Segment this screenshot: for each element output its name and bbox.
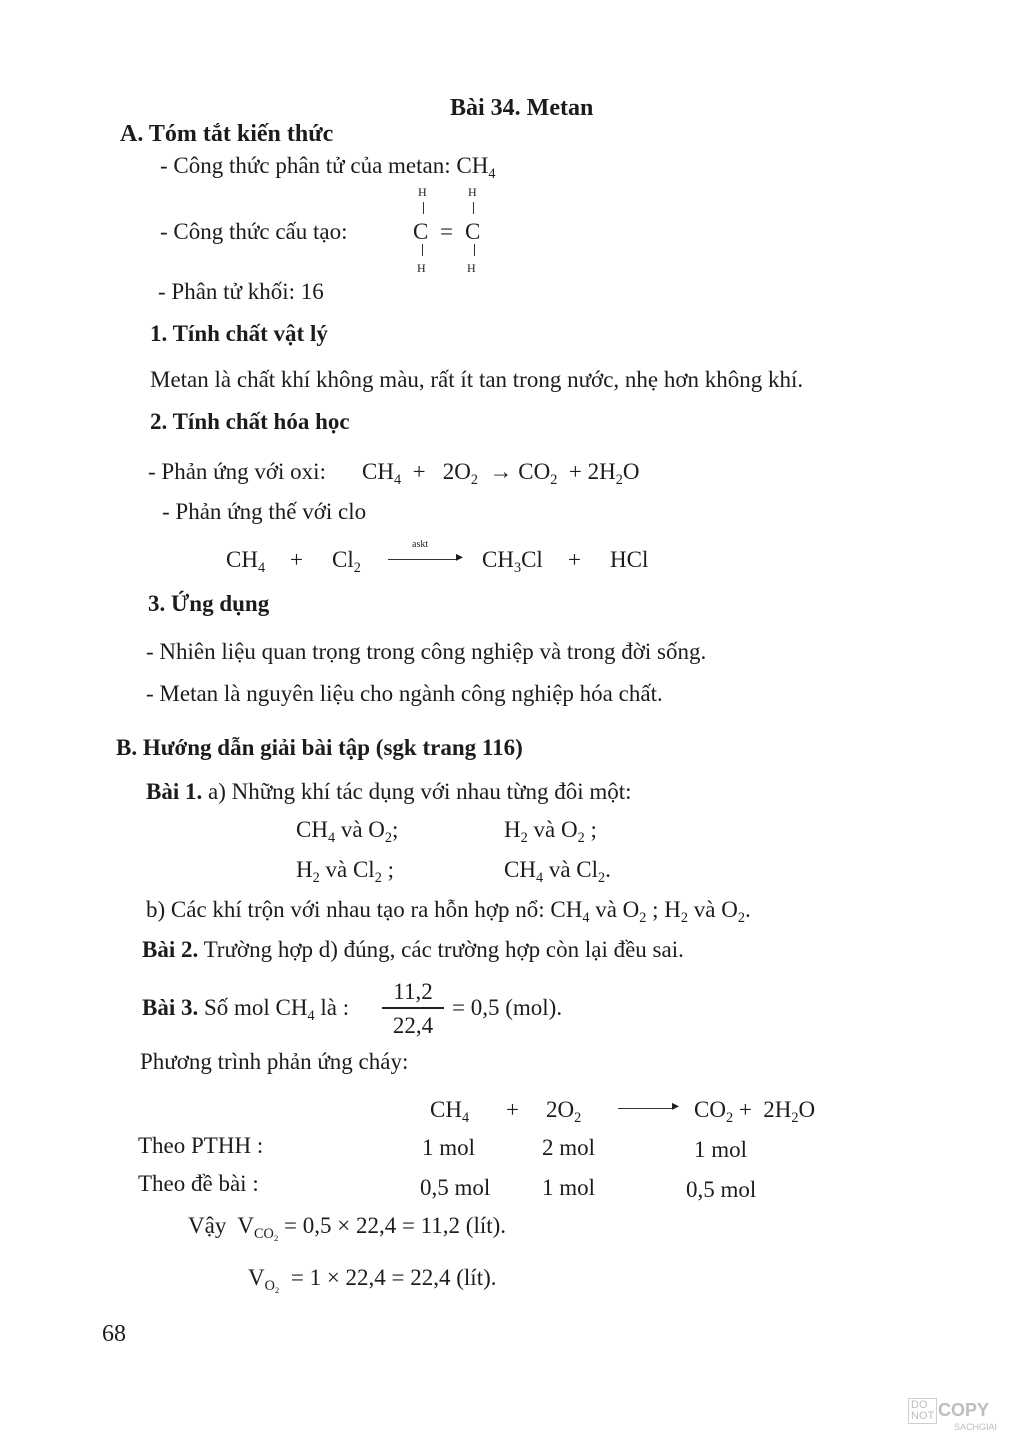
bai2-label: Bài 2. (142, 937, 199, 962)
row-theo-de-bai-value: 1 mol (542, 1175, 596, 1200)
struct-bond-bottom-left (422, 244, 423, 256)
combustion-products: $CO_2 + 2H_2O$ (694, 1097, 816, 1126)
combustion-plus-1: + (506, 1097, 519, 1122)
struct-h-top-right: H (468, 185, 477, 199)
bai1-text-b: b) Các khí trộn với nhau tạo ra hỗn hợp nổ: (146, 897, 545, 922)
row-theo-pthh-label: Theo PTHH : (138, 1133, 264, 1158)
bai3-line (142, 995, 350, 1024)
section-b-heading: B. Hướng dẫn giải bài tập (sgk trang 116) (116, 735, 523, 760)
combustion-arrow-line (618, 1108, 674, 1109)
equation-intro: Phương trình phản ứng cháy: (140, 1049, 409, 1074)
struct-carbon-right: C (465, 219, 481, 244)
bai3-text-tail: là : (314, 995, 350, 1020)
vay-label: Vậy (188, 1213, 227, 1238)
bai1-label: Bài 1. (146, 779, 203, 804)
logo-brand: SACHGIAI (954, 1422, 998, 1432)
physical-properties-text: Metan là chất khí không màu, rất ít tan trong nước, nhẹ hơn không khí. (150, 367, 804, 392)
row-theo-pthh-value: 1 mol (422, 1135, 476, 1160)
struct-bond-top-left (423, 202, 424, 214)
chlorine-plus-2: + (568, 547, 581, 572)
logo-copy: COPY (938, 1400, 990, 1420)
struct-h-bottom-right: H (467, 261, 476, 275)
physical-properties-heading: 1. Tính chất vật lý (150, 321, 328, 346)
molecular-formula: CH (456, 153, 489, 178)
combustion-reactant-ch4: $CH_4$ (430, 1097, 470, 1126)
applications-heading: 3. Ứng dụng (148, 591, 270, 616)
gas-pair: $H_2$ và $O_2$ ; (504, 817, 597, 846)
molecular-formula-sub: 4 (488, 165, 496, 182)
chlorine-reactant-ch4: $CH_4$ (226, 547, 266, 576)
v-o2-value: = 1 × 22,4 = 22,4 (lít). (290, 1265, 497, 1290)
askt-arrow-line (388, 559, 458, 560)
askt-arrow-head: ▸ (456, 550, 464, 565)
row-theo-de-bai-value: 0,5 mol (420, 1175, 491, 1200)
bai1-text-a: a) Những khí tác dụng với nhau từng đôi một: (202, 779, 632, 804)
bai3-label: Bài 3. (142, 995, 199, 1020)
molecular-mass-line: - Phân tử khối: 16 (158, 279, 324, 304)
v-co2-value: = 0,5 × 22,4 = 11,2 (lít). (284, 1213, 507, 1238)
logo-line2: NOT (911, 1410, 935, 1422)
chlorine-plus-1: + (290, 547, 303, 572)
bai3-mol-result: = 0,5 (mol). (452, 995, 563, 1020)
molecular-formula-label: - Công thức phân tử của metan: (160, 153, 457, 178)
do-not-copy-logo (908, 1398, 1008, 1438)
row-theo-pthh-value: 1 mol (694, 1137, 748, 1162)
bai2-text: Trường hợp d) đúng, các trường hợp còn lại đều sai. (198, 937, 684, 962)
struct-bond-top-right (473, 202, 474, 214)
chlorine-reaction-label: - Phản ứng thế với clo (162, 499, 367, 524)
combustion-arrow-head: ▸ (672, 1099, 680, 1114)
bai3-text-sub: 4 (307, 1007, 315, 1024)
chemical-properties-heading: 2. Tính chất hóa học (150, 409, 350, 434)
struct-bond-bottom-right (474, 244, 475, 256)
chlorine-product-hcl: HCl (610, 547, 649, 572)
oxygen-reaction-label: - Phản ứng với oxi: (148, 459, 326, 484)
struct-h-top-left: H (418, 185, 427, 199)
vay-line: Vậy $V_{CO_2} = 0,5 \times 22,4 = 11,2$ (lít). (188, 1213, 507, 1244)
struct-double-bond: = (440, 219, 453, 244)
gas-pair: $CH_4$ và $Cl_2$. (504, 857, 611, 886)
oxygen-reaction-equation: $CH_4 + 2O_2 \to CO_2 + 2H_2O$ (362, 459, 640, 488)
gas-pair: $CH_4$ và $O_2$; (296, 817, 399, 846)
application-item: - Nhiên liệu quan trọng trong công nghiệp và trong đời sống. (146, 639, 707, 664)
logo-line1: DO (911, 1399, 928, 1411)
combustion-reactant-o2: $2O_2$ (546, 1097, 582, 1126)
bai1-line-b: b) Các khí trộn với nhau tạo ra hỗn hợp nổ: $CH_4$ và $O_2$ ; $H_2$ và $O_2$. (146, 897, 751, 926)
chlorine-reactant-cl2: $Cl_2$ (332, 547, 361, 576)
logo-do-not (908, 1398, 937, 1424)
row-theo-pthh-value: 2 mol (542, 1135, 596, 1160)
fraction-numerator: 11,2 (393, 979, 433, 1004)
molecular-formula-line (160, 153, 496, 182)
application-item: - Metan là nguyên liệu cho ngành công nghiệp hóa chất. (146, 681, 663, 706)
askt-label: askt (412, 539, 429, 550)
struct-h-bottom-left: H (417, 261, 426, 275)
chlorine-product-ch3cl: $CH_3Cl$ (482, 547, 543, 576)
struct-carbon-left: C (413, 219, 429, 244)
fraction-bar (382, 1007, 444, 1009)
page-title: Bài 34. Metan (450, 95, 594, 121)
gas-pair: $H_2$ và $Cl_2$ ; (296, 857, 394, 886)
page-number: 68 (102, 1321, 126, 1347)
v-o2-line: $V_{O_2} = 1 \times 22,4 = 22,4$ (lít). (248, 1265, 497, 1296)
structure-label: - Công thức cấu tạo: (160, 219, 348, 244)
section-a-heading: A. Tóm tắt kiến thức (120, 121, 334, 147)
fraction-denominator: 22,4 (392, 1012, 434, 1038)
bai1-line-a (146, 780, 632, 803)
row-theo-de-bai-label: Theo đề bài : (138, 1171, 259, 1196)
bai3-text: Số mol CH (198, 995, 308, 1020)
bai2-line (142, 938, 684, 961)
mol-fraction (382, 980, 444, 1037)
row-theo-de-bai-value: 0,5 mol (686, 1177, 757, 1202)
